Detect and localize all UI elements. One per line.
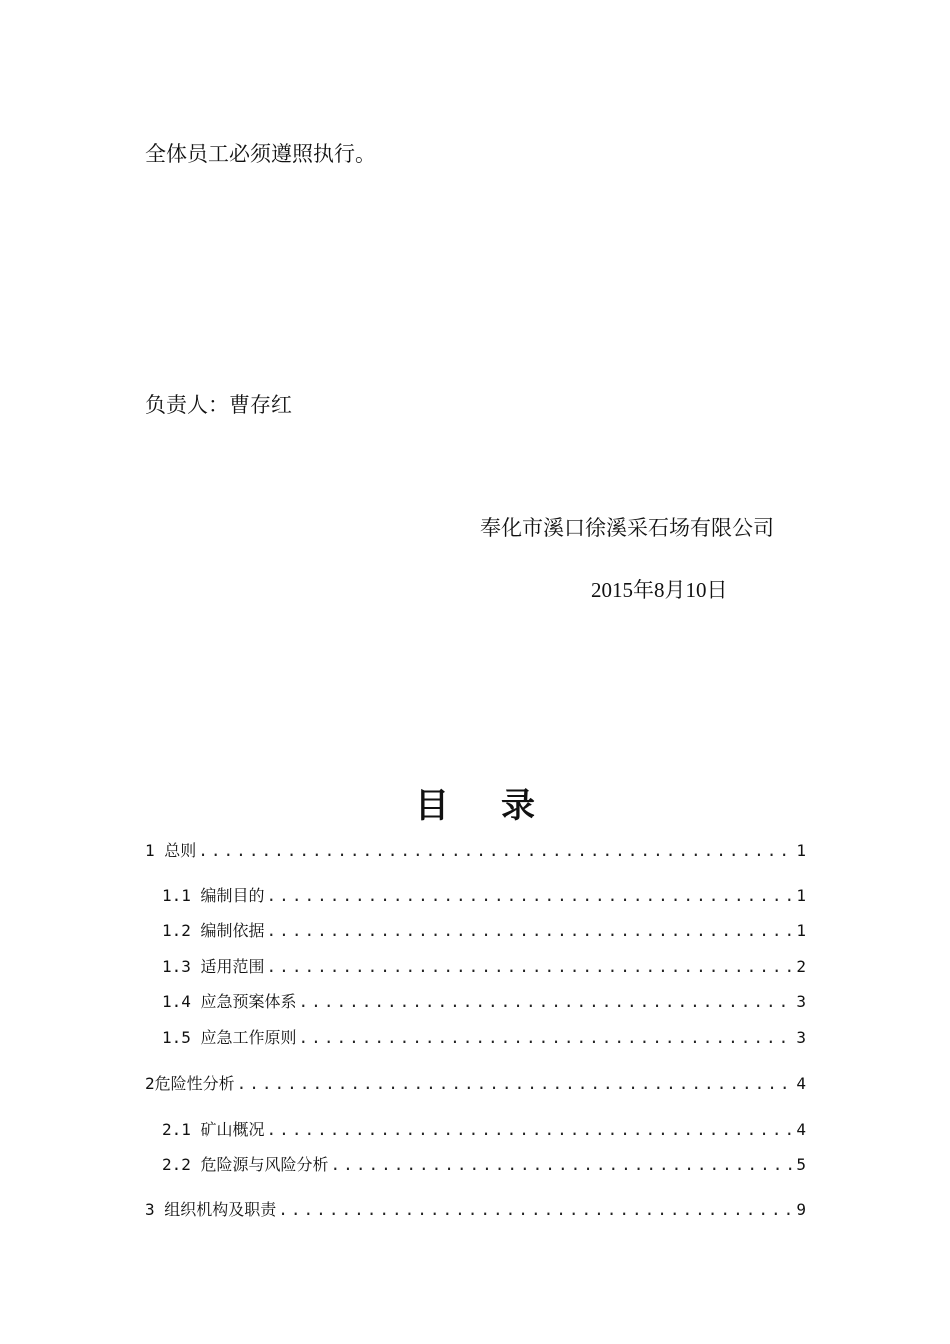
toc-entry-page: 9: [796, 1200, 806, 1219]
toc-entry[interactable]: [162, 883, 806, 906]
toc-entry[interactable]: [162, 1025, 806, 1048]
toc-entry[interactable]: [145, 1197, 806, 1220]
toc-entry-page: 2: [796, 957, 806, 976]
instruction-paragraph: 全体员工必须遵照执行。: [145, 142, 376, 166]
toc-entry-label: 1.4 应急预案体系: [162, 992, 297, 1011]
toc-entry-page: 4: [796, 1074, 806, 1093]
toc-title-right: 录: [501, 786, 535, 826]
toc-leader-dots: [267, 957, 795, 976]
toc-entry[interactable]: [162, 1117, 806, 1140]
toc-entry[interactable]: [162, 918, 806, 941]
toc-leader-dots: [278, 1200, 794, 1219]
toc-entry-page: 1: [796, 841, 806, 860]
toc-leader-dots: [267, 921, 795, 940]
toc-title: [0, 778, 950, 827]
toc-entry-page: 3: [796, 1028, 806, 1047]
toc-entry-label: 1 总则: [145, 841, 197, 860]
signature-date: 2015年8月10日: [591, 578, 728, 602]
toc-leader-dots: [299, 992, 795, 1011]
toc-title-left: 目: [415, 786, 449, 826]
toc-entry[interactable]: [162, 989, 806, 1012]
toc-entry-label: 1.5 应急工作原则: [162, 1028, 297, 1047]
toc-leader-dots: [299, 1028, 795, 1047]
toc-leader-dots: [237, 1074, 795, 1093]
toc-entry-label: 1.2 编制依据: [162, 921, 265, 940]
toc-entry[interactable]: [162, 954, 806, 977]
toc-entry-page: 3: [796, 992, 806, 1011]
toc-leader-dots: [267, 886, 795, 905]
responsible-person: 负责人：曹存红: [145, 393, 292, 417]
toc-leader-dots: [267, 1120, 795, 1139]
toc-entry-page: 1: [796, 886, 806, 905]
toc-leader-dots: [198, 841, 794, 860]
toc-leader-dots: [331, 1155, 795, 1174]
toc-entry-page: 1: [796, 921, 806, 940]
toc-entry-label: 1.1 编制目的: [162, 886, 265, 905]
toc-entry-page: 5: [796, 1155, 806, 1174]
toc-entry-label: 2.1 矿山概况: [162, 1120, 265, 1139]
toc-entry-label: 3 组织机构及职责: [145, 1200, 277, 1219]
toc-entry-page: 4: [796, 1120, 806, 1139]
toc-entry-label: 2危险性分析: [145, 1074, 235, 1093]
toc-entry[interactable]: [162, 1152, 806, 1175]
company-name: 奉化市溪口徐溪采石场有限公司: [480, 516, 774, 540]
toc-entry[interactable]: [145, 1071, 806, 1094]
toc-entry-label: 1.3 适用范围: [162, 957, 265, 976]
toc-entry[interactable]: [145, 838, 806, 861]
toc-entry-label: 2.2 危险源与风险分析: [162, 1155, 329, 1174]
